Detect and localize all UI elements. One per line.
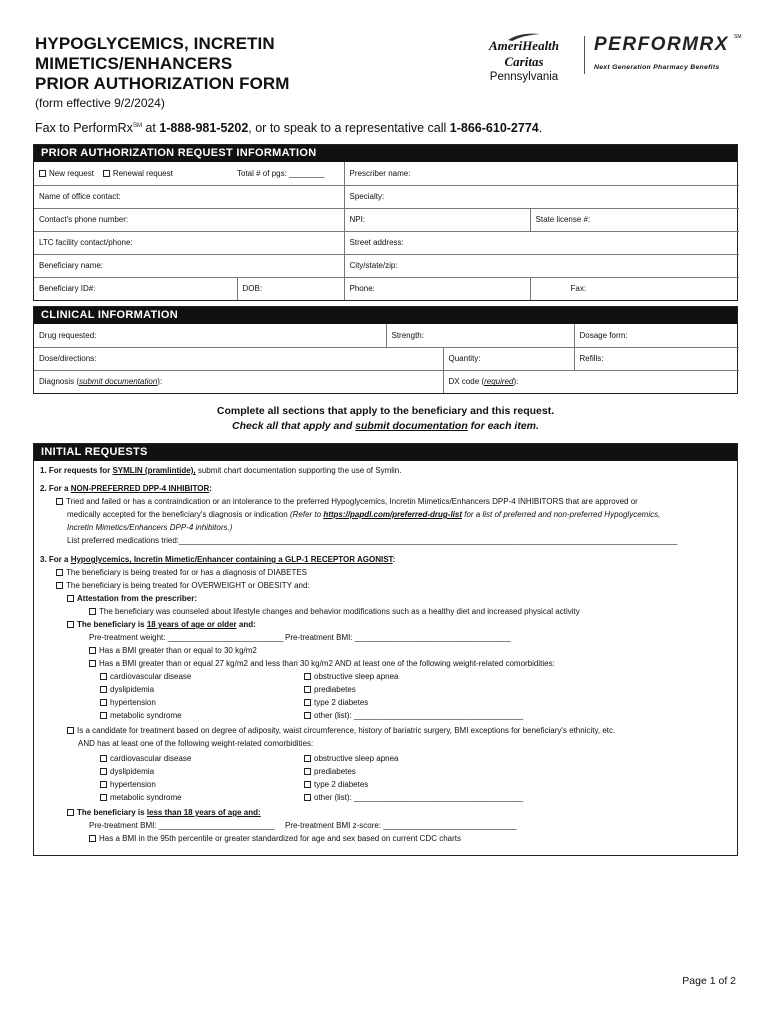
performrx-logo (594, 34, 744, 71)
dyslip-label: dyslipidemia (110, 767, 155, 776)
obesity-checkbox[interactable] (56, 582, 63, 589)
request-type-cell (34, 162, 344, 185)
htn-checkbox-2[interactable] (100, 781, 107, 788)
dob-field[interactable]: DOB: (237, 277, 344, 300)
section-heading: PRIOR AUTHORIZATION REQUEST INFORMATION (34, 145, 737, 162)
metab-label: metabolic syndrome (110, 711, 182, 720)
prediab-checkbox-2[interactable] (304, 768, 311, 775)
bmi30-label: Has a BMI greater than or equal to 30 kg/m2 (99, 646, 257, 655)
bmi30-checkbox[interactable] (89, 647, 96, 654)
diabetes-checkbox[interactable] (56, 569, 63, 576)
other-checkbox[interactable] (304, 712, 311, 719)
adult-a: The beneficiary is (77, 620, 147, 629)
clinical-section (33, 306, 738, 394)
q2-opt2d: for a list of preferred and non-preferred Hypoglycemics, (462, 510, 661, 519)
comorbidity-option (100, 684, 154, 697)
cardio-checkbox-2[interactable] (100, 755, 107, 762)
fax-prefix: Fax to PerformRx (35, 121, 133, 135)
bmi27-label: Has a BMI greater than or equal 27 kg/m2 and less than 30 kg/m2 AND at least one of the following weight-related comorbidities: (99, 659, 555, 668)
comorbidity-option (304, 671, 399, 684)
comorbidity-option (100, 697, 156, 710)
counseled-label: The beneficiary was counseled about lifestyle changes and behavior modifications such as a healthy diet and increased physical activity (99, 607, 580, 616)
comorbidity-option (304, 710, 523, 723)
other-checkbox-2[interactable] (304, 794, 311, 801)
bmi95-label: Has a BMI in the 95th percentile or greater standardized for age and sex based on current CDC charts (99, 834, 461, 843)
candidate-label2: AND has at least one of the following weight-related comorbidities: (78, 739, 314, 748)
diagnosis-label-a: Diagnosis ( (39, 377, 80, 387)
metab-checkbox[interactable] (100, 712, 107, 719)
specialty-field[interactable]: Specialty: (344, 185, 739, 208)
bmi30-option (89, 645, 257, 658)
title-line: MIMETICS/ENHANCERS (35, 54, 233, 73)
q2-medications-tried-field[interactable]: List preferred medications tried:________________________________________________________________________________________________________________ (67, 536, 678, 545)
attestation-option (67, 593, 197, 606)
beneficiary-id-field[interactable]: Beneficiary ID#: (34, 277, 237, 300)
adult-b: and: (236, 620, 256, 629)
attestation-checkbox[interactable] (67, 595, 74, 602)
q3-u: Hypoglycemics, Incretin Mimetic/Enhancer containing a GLP-1 RECEPTOR AGONIST (70, 555, 393, 564)
prediab-label: prediabetes (314, 767, 356, 776)
page-number: Page 1 of 2 (682, 975, 736, 987)
q2-u: NON-PREFERRED DPP-4 INHIBITOR (70, 484, 210, 493)
counseled-option (89, 606, 580, 619)
t2d-checkbox[interactable] (304, 699, 311, 706)
preferred-drug-list-link[interactable]: https://papdl.com/preferred-drug-list (323, 510, 462, 519)
fax-field[interactable] (530, 277, 739, 300)
htn-checkbox[interactable] (100, 699, 107, 706)
instructions-note (33, 404, 738, 434)
cardio-label: cardiovascular disease (110, 754, 192, 763)
pa-request-section (33, 144, 738, 301)
q2-opt3: Incretin Mimetics/Enhancers DPP-4 inhibitors.) (67, 523, 233, 532)
note-line2-u: submit documentation (355, 420, 468, 432)
q3-a: 3. For a (40, 555, 71, 564)
osa-checkbox[interactable] (304, 673, 311, 680)
diagnosis-label-b: ): (157, 377, 163, 387)
comorbidity-option (304, 792, 523, 805)
prediab-checkbox[interactable] (304, 686, 311, 693)
q2-opt1: Tried and failed or has a contraindication or an intolerance to the preferred Hypoglycemics, Incretin Mimetics/Enhancers DPP-4 INHIBITORS that are approved or (66, 497, 638, 506)
city-state-zip-field[interactable]: City/state/zip: (344, 254, 739, 277)
comorbidity-option (304, 684, 356, 697)
dyslip-checkbox-2[interactable] (100, 768, 107, 775)
q1-line (40, 465, 401, 478)
performrx-tm: SM (734, 34, 742, 40)
q2-opt2b: (Refer to (289, 510, 324, 519)
metab-label: metabolic syndrome (110, 793, 182, 802)
dx-label-u: required (484, 377, 514, 387)
osa-label: obstructive sleep apnea (314, 672, 399, 681)
new-request-label: New request (49, 168, 94, 178)
adult-option (67, 619, 256, 632)
dx-label-a: DX code ( (448, 377, 485, 387)
t2d-label: type 2 diabetes (314, 698, 369, 707)
candidate-option (67, 725, 615, 738)
q2-line (40, 483, 212, 496)
adult-checkbox[interactable] (67, 621, 74, 628)
q1-b: submit chart documentation supporting the use of Symlin. (195, 466, 402, 475)
refills-field[interactable]: Refills: (574, 347, 739, 370)
form-title (35, 34, 290, 94)
bmi27-option (89, 658, 555, 671)
dx-label-b: ): (513, 377, 519, 387)
note-line1: Complete all sections that apply to the beneficiary and this request. (216, 405, 555, 417)
minor-option (67, 807, 261, 820)
initial-requests-body (34, 461, 737, 855)
note-line2 (33, 419, 738, 434)
diagnosis-label-u: submit documentation (79, 377, 158, 387)
q2-option-line2 (67, 509, 660, 522)
other-field[interactable]: other (list): ______________________________________ (314, 711, 524, 720)
note-line2-a: Check all that apply and (232, 420, 356, 432)
section-heading: CLINICAL INFORMATION (34, 307, 737, 324)
cardio-checkbox[interactable] (100, 673, 107, 680)
dosage-form-field[interactable]: Dosage form: (574, 324, 739, 347)
osa-checkbox-2[interactable] (304, 755, 311, 762)
performrx-tagline: Next Generation Pharmacy Benefits (594, 64, 720, 71)
fax-number: 1-888-981-5202 (159, 121, 249, 135)
q2-checkbox[interactable] (56, 498, 63, 505)
street-address-field[interactable]: Street address: (344, 231, 739, 254)
dx-code-field[interactable] (443, 370, 739, 393)
diabetes-option (56, 567, 307, 580)
npi-field[interactable]: NPI: (344, 208, 530, 231)
adult-u: 18 years of age or older (146, 620, 237, 629)
comorbidity-option (100, 792, 182, 805)
comorbidity-option (100, 779, 156, 792)
pa-request-table (34, 162, 739, 300)
q2-opt2a: medically accepted for the beneficiary's diagnosis or indication (67, 510, 290, 519)
drug-requested-field[interactable]: Drug requested: (34, 324, 386, 347)
comorbidity-option (100, 766, 154, 779)
htn-label: hypertension (110, 698, 156, 707)
candidate-label1: Is a candidate for treatment based on degree of adiposity, waist circumference, history of bariatric surgery, BMI exceptions for beneficiary's ethnicity, etc. (77, 726, 616, 735)
t2d-label: type 2 diabetes (314, 780, 369, 789)
dyslip-checkbox[interactable] (100, 686, 107, 693)
htn-label: hypertension (110, 780, 156, 789)
osa-label: obstructive sleep apnea (314, 754, 399, 763)
renewal-request-label: Renewal request (112, 168, 173, 178)
prescriber-name-field[interactable]: Prescriber name: (344, 162, 739, 185)
performrx-name: PERFORMRX (594, 34, 729, 55)
pennsylvania-label: Pennsylvania (489, 71, 559, 83)
candidate-checkbox[interactable] (67, 727, 74, 734)
minor-a: The beneficiary is (77, 808, 147, 817)
diagnosis-field[interactable] (34, 370, 443, 393)
wing-icon (506, 32, 542, 42)
comorbidity-option (304, 697, 368, 710)
other-field-2[interactable]: other (list): ______________________________________ (314, 793, 524, 802)
total-pages-field[interactable]: Total # of pgs: ________ (237, 168, 325, 178)
attestation-label: Attestation from the prescriber: (77, 594, 198, 603)
minor-u: less than 18 years of age and: (146, 808, 261, 817)
title-line: PRIOR AUTHORIZATION FORM (35, 74, 290, 93)
pre-bmi-field[interactable]: Pre-treatment BMI: ___________________________________ (285, 633, 511, 642)
strength-field[interactable]: Strength: (386, 324, 574, 347)
fax-sm: SM (132, 122, 142, 129)
dose-directions-field[interactable]: Dose/directions: (34, 347, 443, 370)
comorbidity-option (100, 710, 182, 723)
t2d-checkbox-2[interactable] (304, 781, 311, 788)
ltc-contact-field[interactable]: LTC facility contact/phone: (34, 231, 344, 254)
pre-weight-field[interactable]: Pre-treatment weight: __________________________ (89, 633, 284, 642)
metab-checkbox-2[interactable] (100, 794, 107, 801)
q3-line (40, 554, 395, 567)
comorbidity-option (100, 753, 191, 766)
new-request-checkbox[interactable] (39, 170, 46, 177)
effective-date: (form effective 9/2/2024) (35, 96, 165, 110)
q3-b: : (392, 555, 396, 564)
bmi27-checkbox[interactable] (89, 660, 96, 667)
q1-u: SYMLIN (pramlintide), (112, 466, 196, 475)
minor-checkbox[interactable] (67, 809, 74, 816)
phone-field[interactable]: Phone: (344, 277, 530, 300)
cardio-label: cardiovascular disease (110, 672, 192, 681)
amerihealth-logo (469, 38, 579, 83)
comorbidity-option (304, 779, 368, 792)
q2-a: 2. For a (40, 484, 71, 493)
fax-end: . (538, 121, 543, 135)
q2-option-line1 (56, 496, 638, 509)
pre-z-field[interactable]: Pre-treatment BMI z-score: ______________________________ (285, 821, 517, 830)
bmi95-option (89, 833, 461, 846)
office-contact-field[interactable]: Name of office contact: (34, 185, 344, 208)
fax-label: Fax: (570, 284, 587, 294)
bmi95-checkbox[interactable] (89, 835, 96, 842)
q1-a: 1. For requests for (40, 466, 113, 475)
clinical-table (34, 324, 739, 393)
section-heading: INITIAL REQUESTS (34, 444, 737, 461)
obesity-label: The beneficiary is being treated for OVERWEIGHT or OBESITY and: (66, 581, 310, 590)
fax-mid: , or to speak to a representative call (248, 121, 450, 135)
q2-b: : (209, 484, 212, 493)
logo-divider (584, 36, 585, 74)
fax-instructions (35, 121, 542, 135)
pre-bmi2-field[interactable]: Pre-treatment BMI: __________________________ (89, 821, 275, 830)
initial-requests-section (33, 443, 738, 856)
contact-phone-field[interactable]: Contact's phone number: (34, 208, 344, 231)
comorbidity-option (304, 753, 399, 766)
quantity-field[interactable]: Quantity: (443, 347, 574, 370)
renewal-request-checkbox[interactable] (103, 170, 110, 177)
comorbidity-option (100, 671, 191, 684)
obesity-option (56, 580, 310, 593)
dyslip-label: dyslipidemia (110, 685, 155, 694)
beneficiary-name-field[interactable]: Beneficiary name: (34, 254, 344, 277)
comorbidity-option (304, 766, 356, 779)
counseled-checkbox[interactable] (89, 608, 96, 615)
diabetes-label: The beneficiary is being treated for or has a diagnosis of DIABETES (66, 568, 308, 577)
amerihealth-name: AmeriHealth Caritas (488, 38, 560, 69)
title-line: HYPOGLYCEMICS, INCRETIN (35, 34, 275, 53)
prediab-label: prediabetes (314, 685, 356, 694)
phone-number: 1-866-610-2774 (449, 121, 539, 135)
state-license-field[interactable]: State license #: (530, 208, 739, 231)
fax-at: at (141, 121, 160, 135)
note-line2-b: for each item. (467, 420, 539, 432)
